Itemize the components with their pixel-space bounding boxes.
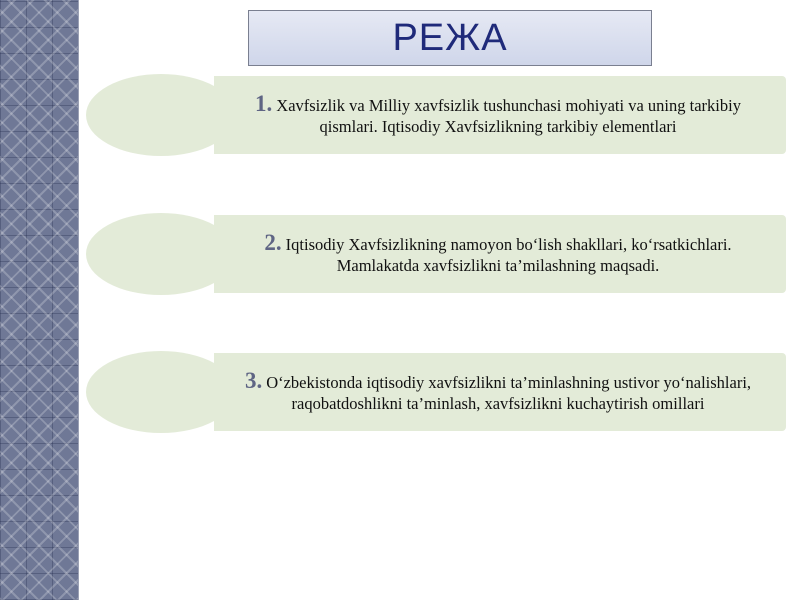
plan-item-3: [86, 351, 786, 433]
plan-item-1: [86, 74, 786, 156]
item-bar: [214, 76, 786, 154]
item-text: Iqtisodiy Xavfsizlikning namoyon bo‘lish shakllari, ko‘rsatkichlari. Mamlakatda xavfsizlikni ta’milashning maqsadi.: [285, 235, 732, 275]
slide-title: РЕЖА: [392, 16, 508, 59]
plan-item-2: [86, 213, 786, 295]
item-text: O‘zbekistonda iqtisodiy xavfsizlikni ta’minlashning ustivor yo‘nalishlari, raqobatdoshlikni ta’minlash, xavfsizlikni kuchaytirish omillari: [266, 373, 752, 413]
item-text-block: [224, 232, 772, 276]
item-bar: [214, 353, 786, 431]
item-bar: [214, 215, 786, 293]
item-text: Xavfsizlik va Milliy xavfsizlik tushunchasi mohiyati va uning tarkibiy qismlari. Iqtisodiy Xavfsizlikning tarkibiy elementlari: [276, 96, 741, 136]
item-text-block: [224, 93, 772, 137]
decorative-side-pattern: [0, 0, 79, 600]
item-number: 2.: [264, 230, 282, 255]
item-number: 1.: [255, 91, 273, 116]
slide-title-box: [248, 10, 652, 66]
item-number: 3.: [244, 368, 263, 393]
item-text-block: [224, 370, 772, 414]
